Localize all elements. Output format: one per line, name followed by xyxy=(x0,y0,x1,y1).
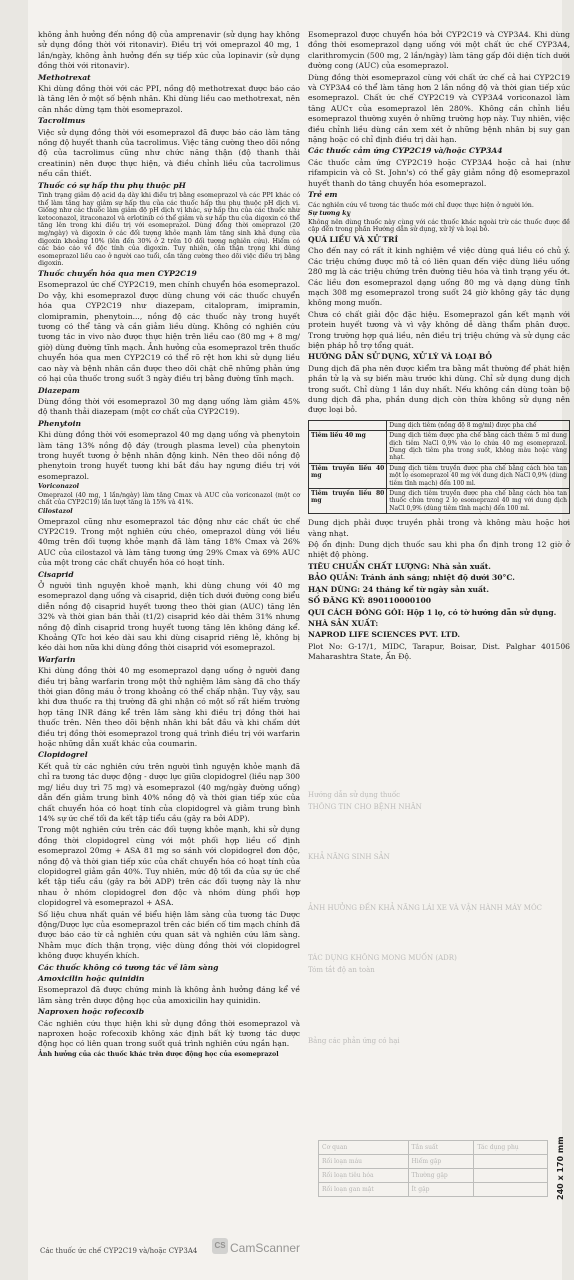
section-heading-incompatibility: Sự tương kỵ xyxy=(308,210,351,218)
section-heading-phenytoin: Phenytoin xyxy=(38,418,81,428)
paragraph: Các nghiên cứu về tương tác thuốc mới chỉ được thực hiện ở người lớn. xyxy=(308,201,534,209)
table-cell: Dung dịch tiêm truyền được pha chế bằng cách hòa tan một lọ esomeprazol 40 mg với dung dịch NaCl 0,9% (dùng tiêm tĩnh mạch) đến 100 ml. xyxy=(387,463,570,488)
section-heading-ph: Thuốc có sự hấp thu phụ thuộc pH xyxy=(38,180,186,190)
section-heading-cilostazol: Cilostazol xyxy=(38,507,73,515)
section-heading-tacrolimus: Tacrolimus xyxy=(38,116,86,126)
table-cell: Rối loạn gan mật xyxy=(319,1183,409,1197)
table-row xyxy=(319,1183,548,1197)
paragraph: Omeprazol (40 mg, 1 lần/ngày) làm tăng Cmax và AUC của voriconazol (một cơ chất của CYP2C19) lần lượt tăng là 15% và 41%. xyxy=(38,491,300,507)
section-heading-diazepam: Diazepam xyxy=(38,385,80,395)
leaflet-size-code: 240 x 170 mm xyxy=(556,1136,565,1200)
left-column xyxy=(38,30,300,1059)
table-row xyxy=(319,1169,548,1183)
ghost-line: KHẢ NĂNG SINH SẢN xyxy=(308,853,390,862)
paragraph: Trong một nghiên cứu trên các đối tượng khỏe mạnh, khi sử dụng đồng thời clopidogrel cùng với một phối hợp liều cố định esomeprazol 20mg + ASA 81 mg so sánh với clopidogrel đơn độc, nồng độ và thời gian tiếp xúc của chất chuyển hóa có hoạt tính của clopidogrel giảm gần 40%. Tuy nhiên, mức độ tối đa của sự ức chế kết tập tiểu cầu (gây ra bởi ADP) trên các đối tượng này là như nhau ở nhóm clopidogrel đơn độc và nhóm dùng phối hợp clopidogrel và esomeprazol + ASA. xyxy=(38,825,300,908)
paragraph: Kết quả từ các nghiên cứu trên người tình nguyện khỏe mạnh đã chỉ ra tương tác dược động - dược lực giữa clopidogrel (liều nạp 300 mg/ liều duy trì 75 mg) và esomeprazol (40 mg/ngày đường uống) dẫn đến giảm trung bình 40% nồng độ và thời gian tiếp xúc của chất chuyển hóa có hoạt tính của clopidogrel và giảm trung bình 14% sự ức chế tối đa kết tập tiểu cầu (gây ra bởi ADP). xyxy=(38,761,300,823)
table-cell: Thường gặp xyxy=(408,1169,474,1183)
expiry: HẠN DÙNG: 24 tháng kể từ ngày sản xuất. xyxy=(308,584,490,594)
paragraph: Cho đến nay có rất ít kinh nghiệm về việc dùng quá liều có chủ ý. Các triệu chứng được mô tả có liên quan đến việc dùng liều uống 280 mg là các triệu chứng trên đường tiêu hóa và tình trạng yếu ớt. Các liều đơn esomeprazol dạng uống 80 mg và dạng dùng tĩnh mạch 308 mg esomeprazol trong suốt 24 giờ không gây tác dụng không mong muốn. xyxy=(308,246,570,308)
table-row xyxy=(309,489,570,514)
section-heading-methotrexat: Methotrexat xyxy=(38,72,91,82)
ghost-line: Tóm tắt độ an toàn xyxy=(308,965,375,974)
paragraph: Dung dịch đã pha nên được kiểm tra bằng mắt thường để phát hiện phần tử lạ và sự biến màu trước khi dùng. Chỉ sử dụng dung dịch trong suốt. Chỉ dùng 1 lần duy nhất. Nếu không cần dùng toàn bộ dung dịch đã pha, phần dung dịch còn thừa không sử dụng nên được loại bỏ. xyxy=(308,363,570,415)
table-cell: Rối loạn tiêu hóa xyxy=(319,1169,409,1183)
paragraph: Esomeprazol đã được chứng minh là không ảnh hưởng đáng kể về lâm sàng trên dược động học của amoxicilin hay quinidin. xyxy=(38,985,300,1005)
table-cell: Tiêm truyền liều 80 mg xyxy=(309,489,387,514)
footer-text: Các thuốc ức chế CYP2C19 và/hoặc CYP3A4 xyxy=(40,1247,198,1255)
camscanner-icon xyxy=(212,1238,228,1254)
table-cell: Tiêm liều 40 mg xyxy=(309,431,387,464)
paragraph: Khi dùng đồng thời với các PPI, nồng độ methotrexat được báo cáo là tăng lên ở một số bệnh nhân. Khi dùng liều cao methotrexat, nên cân nhắc dừng tạm thời esomeprazol. xyxy=(38,84,300,114)
manufacturer-address: Plot No: G-17/1, MIDC, Tarapur, Boisar, Dist. Palghar 401506 Maharashtra State, Ấn Độ. xyxy=(308,641,570,662)
paragraph: Ở người tình nguyện khoẻ mạnh, khi dùng chung với 40 mg esomeprazol dạng uống và cisaprid, diện tích dưới đường cong biểu diễn nồng độ cisaprid huyết tương theo thời gian (AUC) tăng lên 32% và thời gian bán thải (t1/2) cisaprid kéo dài thêm 31% nhưng nồng độ đỉnh cisaprid trong huyết tương tăng lên không đáng kể. Khoảng QTc hơi kéo dài sau khi dùng cisaprid riêng lẻ, không bị kéo dài hơn nữa khi dùng đồng thời cisaprid với esomeprazol. xyxy=(38,580,300,653)
quality-standard: TIÊU CHUẨN CHẤT LƯỢNG: Nhà sản xuất. xyxy=(308,561,491,571)
ghost-line: Hướng dẫn sử dụng thuốc xyxy=(308,791,401,799)
table-cell xyxy=(309,420,387,430)
paragraph: Số liệu chưa nhất quán về biểu hiện lâm sàng của tương tác Dược động/Dược lực của esomeprazol trên các biến cố tim mạch chính đã được báo cáo từ cả nghiên cứu quan sát và nghiên cứu lâm sàng. Nhằm mục đích thận trọng, việc dùng đồng thời với clopidogrel không được khuyến khích. xyxy=(38,909,300,961)
table-cell: Tiêm truyền liều 40 mg xyxy=(309,463,387,488)
table-cell xyxy=(474,1169,548,1183)
table-cell: Tác dụng phụ xyxy=(474,1141,548,1155)
paragraph: Esomeprazol ức chế CYP2C19, men chính chuyển hóa esomeprazol. Do vậy, khi esomeprazol được dùng chung với các thuốc chuyển hóa qua CYP2C19 như diazepam, citalopram, imipramin, clomipramin, phenytoin..., nồng độ các thuốc này trong huyết tương có thể tăng và cần giảm liều dùng. Không có nghiên cứu tương tác in vivo nào được thực hiện trên liều cao (80 mg + 8 mg/ giờ) dùng đường tĩnh mạch. Ảnh hưởng của esomeprazol trên thuốc chuyển hóa qua men CYP2C19 có thể rõ rệt hơn khi sử dụng liều cao này và bệnh nhân cần được theo dõi chặt chẽ những phản ứng có hại của thuốc trong suốt 3 ngày điều trị bằng đường tĩnh mạch. xyxy=(38,280,300,384)
paragraph: Esomeprazol được chuyển hóa bởi CYP2C19 và CYP3A4. Khi dùng đồng thời esomeprazol dạng uống với một chất ức chế CYP3A4, clarithromycin (500 mg, 2 lần/ngày) làm tăng gấp đôi diện tích dưới đường cong (AUC) của esomeprazol. xyxy=(308,30,570,71)
paragraph: Các thuốc cảm ứng CYP2C19 hoặc CYP3A4 hoặc cả hai (như rifampicin và cỏ St. John's) có thể gây giảm nồng độ esomeprazol huyết thanh do tăng chuyển hóa esomeprazol. xyxy=(308,157,570,188)
paragraph: Việc sử dụng đồng thời với esomeprazol đã được báo cáo làm tăng nồng độ huyết thanh của tacrolimus. Việc tăng cường theo dõi nồng độ của tacrolimus cũng như chức năng thận (độ thanh thải creatinin) nên được thực hiện, và điều chỉnh liều của tacrolimus nếu cần thiết. xyxy=(38,127,300,179)
registration-number: SỐ ĐĂNG KÝ: 890110000100 xyxy=(308,596,432,606)
table-cell: Hiếm gặp xyxy=(408,1155,474,1169)
paragraph: Tình trạng giảm độ acid dạ dày khi điều trị bằng esomeprazol và các PPI khác có thể làm tăng hay giảm sự hấp thu của các thuốc hấp thu phụ thuộc pH dịch vị. Giống như các thuốc làm giảm độ pH dịch vị khác, sự hấp thu của các thuốc như ketoconazol, itraconazol và erlotinib có thể giảm và sự hấp thu của digoxin có thể tăng lên trong khi điều trị với esomeprazol. Dùng đồng thời omeprazol (20 mg/ngày) và digoxin ở các đối tượng khỏe mạnh làm tăng sinh khả dụng của digoxin khoảng 10% (lên đến 30% ở 2 trên 10 đối tượng nghiên cứu). Hiếm có các báo cáo về độc tính của digoxin. Tuy nhiên, cần thận trọng khi dùng esomeprazol liều cao ở người cao tuổi, cần tăng cường theo dõi việc điều trị bằng digoxin. xyxy=(38,192,300,268)
show-through-table xyxy=(318,1140,548,1197)
table-row xyxy=(309,420,570,430)
table-cell xyxy=(474,1183,548,1197)
table-row xyxy=(319,1155,548,1169)
section-heading-warfarin: Warfarin xyxy=(38,654,76,664)
table-header-cell: Dung dịch tiêm (nồng độ 8 mg/ml) được pha chế xyxy=(387,420,570,430)
table-cell: Rối loạn máu xyxy=(319,1155,409,1169)
section-heading-usage: HƯỚNG DẪN SỬ DỤNG, XỬ LÝ VÀ LOẠI BỎ xyxy=(308,352,492,362)
table-cell: Cơ quan xyxy=(319,1141,409,1155)
paragraph: không ảnh hưởng đến nồng độ của amprenavir (sử dụng hay không sử dụng đồng thời với ritonavir). Điều trị với omeprazol 40 mg, 1 lần/ngày, không ảnh hưởng đến sự tiếp xúc của lopinavir (sử dụng đồng thời với ritonavir). xyxy=(38,30,300,71)
storage: BẢO QUẢN: Tránh ánh sáng; nhiệt độ dưới 30°C. xyxy=(308,573,515,583)
section-heading-children: Trẻ em xyxy=(308,190,338,200)
table-cell: Tần suất xyxy=(408,1141,474,1155)
section-heading-clopidogrel: Clopidogrel xyxy=(38,750,88,760)
section-heading-no-interaction: Các thuốc không có tương tác về lâm sàng xyxy=(38,962,219,972)
paragraph: Khi dùng đồng thời 40 mg esomeprazol dạng uống ở người đang điều trị bằng warfarin trong một thử nghiệm lâm sàng đã cho thấy thời gian đông máu ở trong khoảng có thể chấp nhận. Tuy vậy, sau khi đưa thuốc ra thị trường đã ghi nhận có một số rất hiếm trường hợp tăng INR đáng kể trên lâm sàng khi điều trị đồng thời hai thuốc trên. Nên theo dõi bệnh nhân khi bắt đầu và khi chấm dứt điều trị đồng thời esomeprazol trong quá trình điều trị với warfarin hoặc những dẫn xuất khác của coumarin. xyxy=(38,666,300,749)
paragraph: Khi dùng đồng thời với esomeprazol 40 mg dạng uống và phenytoin làm tăng 13% nồng độ đáy (trough plasma level) của phenytoin trong huyết tương ở bệnh nhân động kinh. Nên theo dõi nồng độ phenytoin trong huyết tương khi bắt đầu hay ngưng điều trị với esomeprazol. xyxy=(38,430,300,481)
section-heading-amoxicilin: Amoxicilin hoặc quinidin xyxy=(38,974,145,983)
paragraph: Dùng đồng thời với esomeprazol 30 mg dạng uống làm giảm 45% độ thanh thải diazepam (một cơ chất của CYP2C19). xyxy=(38,396,300,417)
section-heading-naproxen: Naproxen hoặc rofecoxib xyxy=(38,1007,145,1017)
table-row xyxy=(309,431,570,464)
section-heading-cisaprid: Cisaprid xyxy=(38,569,74,579)
ghost-line: TÁC DỤNG KHÔNG MONG MUỐN (ADR) xyxy=(308,954,457,963)
manufacturer-label: NHÀ SẢN XUẤT: xyxy=(308,618,379,628)
section-heading-inducers: Các thuốc cảm ứng CYP2C19 và/hoặc CYP3A4 xyxy=(308,146,503,156)
paragraph: Dung dịch phải được truyền phải trong và không màu hoặc hơi vàng nhạt. xyxy=(308,518,570,538)
table-cell: Ít gặp xyxy=(408,1183,474,1197)
table-cell: Dung dịch tiêm được pha chế bằng cách thêm 5 ml dung dịch tiêm NaCl 0,9% vào lọ chứa 40 mg esomeprazol. Dung dịch tiêm pha trong suốt, không màu hoặc vàng nhạt. xyxy=(387,431,570,464)
table-row xyxy=(319,1141,548,1155)
scanner-watermark: CamScanner xyxy=(230,1241,301,1255)
manufacturer-name: NAPROD LIFE SCIENCES PVT. LTD. xyxy=(308,630,461,640)
ghost-line: Bảng các phản ứng có hại xyxy=(308,1036,400,1045)
packaging: QUI CÁCH ĐÓNG GÓI: Hộp 1 lọ, có tờ hướng dẫn sử dụng. xyxy=(308,607,557,617)
preparation-table xyxy=(308,420,570,514)
table-cell xyxy=(474,1155,548,1169)
paragraph: Omeprazol cũng như esomeprazol tác động như các chất ức chế CYP2C19. Trong một nghiên cứu chéo, omeprazol dùng với liều 40mg trên đối tượng khỏe mạnh đã làm tăng 18% Cmax và 26% AUC của cilostazol và làm tăng tương ứng 29% Cmax và 69% AUC của một trong các chất chuyển hóa có hoạt tính. xyxy=(38,516,300,568)
ghost-line: THÔNG TIN CHO BỆNH NHÂN xyxy=(308,802,422,811)
paragraph: Dùng đồng thời esomeprazol cùng với chất ức chế cả hai CYP2C19 và CYP3A4 có thể làm tăng hơn 2 lần nồng độ và thời gian tiếp xúc esomeprazol. Chất ức chế CYP2C19 và CYP3A4 voriconazol làm tăng AUCτ của esomeprazol lên 280%. Không cần chỉnh liều esomeprazol thường xuyên ở những trường hợp này. Tuy nhiên, việc điều chỉnh liều dùng cần xem xét ở những bệnh nhân bị suy gan nặng hoặc có chỉ định điều trị dài hạn. xyxy=(308,72,570,145)
show-through-text xyxy=(308,790,570,1047)
table-row xyxy=(309,463,570,488)
paragraph: Độ ổn định: Dung dịch thuốc sau khi pha ổn định trong 12 giờ ở nhiệt độ phòng. xyxy=(308,540,570,560)
ghost-line: ẢNH HƯỞNG ĐẾN KHẢ NĂNG LÁI XE VÀ VẬN HÀNH MÁY MÓC xyxy=(308,903,543,912)
paragraph: Các nghiên cứu thực hiện khi sử dụng đồng thời esomeprazol và naproxen hoặc rofecoxib không xác định bất kỳ tương tác dược động học có liên quan trong suốt quá trình nghiên cứu ngắn hạn. xyxy=(38,1018,300,1049)
section-heading-overdose: QUÁ LIỀU VÀ XỬ TRÍ xyxy=(308,234,398,244)
paragraph: Chưa có chất giải độc đặc hiệu. Esomeprazol gắn kết mạnh với protein huyết tương và vì vậy không dễ dàng thẩm phân được. Trong trường hợp quá liều, nên điều trị triệu chứng và sử dụng các biện pháp hỗ trợ tổng quát. xyxy=(308,309,570,350)
right-column xyxy=(308,30,570,664)
section-heading-cyp2c19: Thuốc chuyển hóa qua men CYP2C19 xyxy=(38,269,197,279)
section-heading-other-drugs: Ảnh hưởng của các thuốc khác trên dược động học của esomeprazol xyxy=(38,1050,279,1058)
section-heading-voriconazol: Voriconazol xyxy=(38,483,80,491)
paragraph: Không nên dùng thuốc này cùng với các thuốc khác ngoài trừ các thuốc được đề cập đến trong phần Hướng dẫn sử dụng, xử lý và loại bỏ. xyxy=(308,218,570,234)
table-cell: Dung dịch tiêm truyền được pha chế bằng cách hòa tan thuốc chứa trong 2 lọ esomeprazol 40 mg với dung dịch NaCl 0,9% (dùng tiêm tĩnh mạch) đến 100 ml. xyxy=(387,489,570,514)
